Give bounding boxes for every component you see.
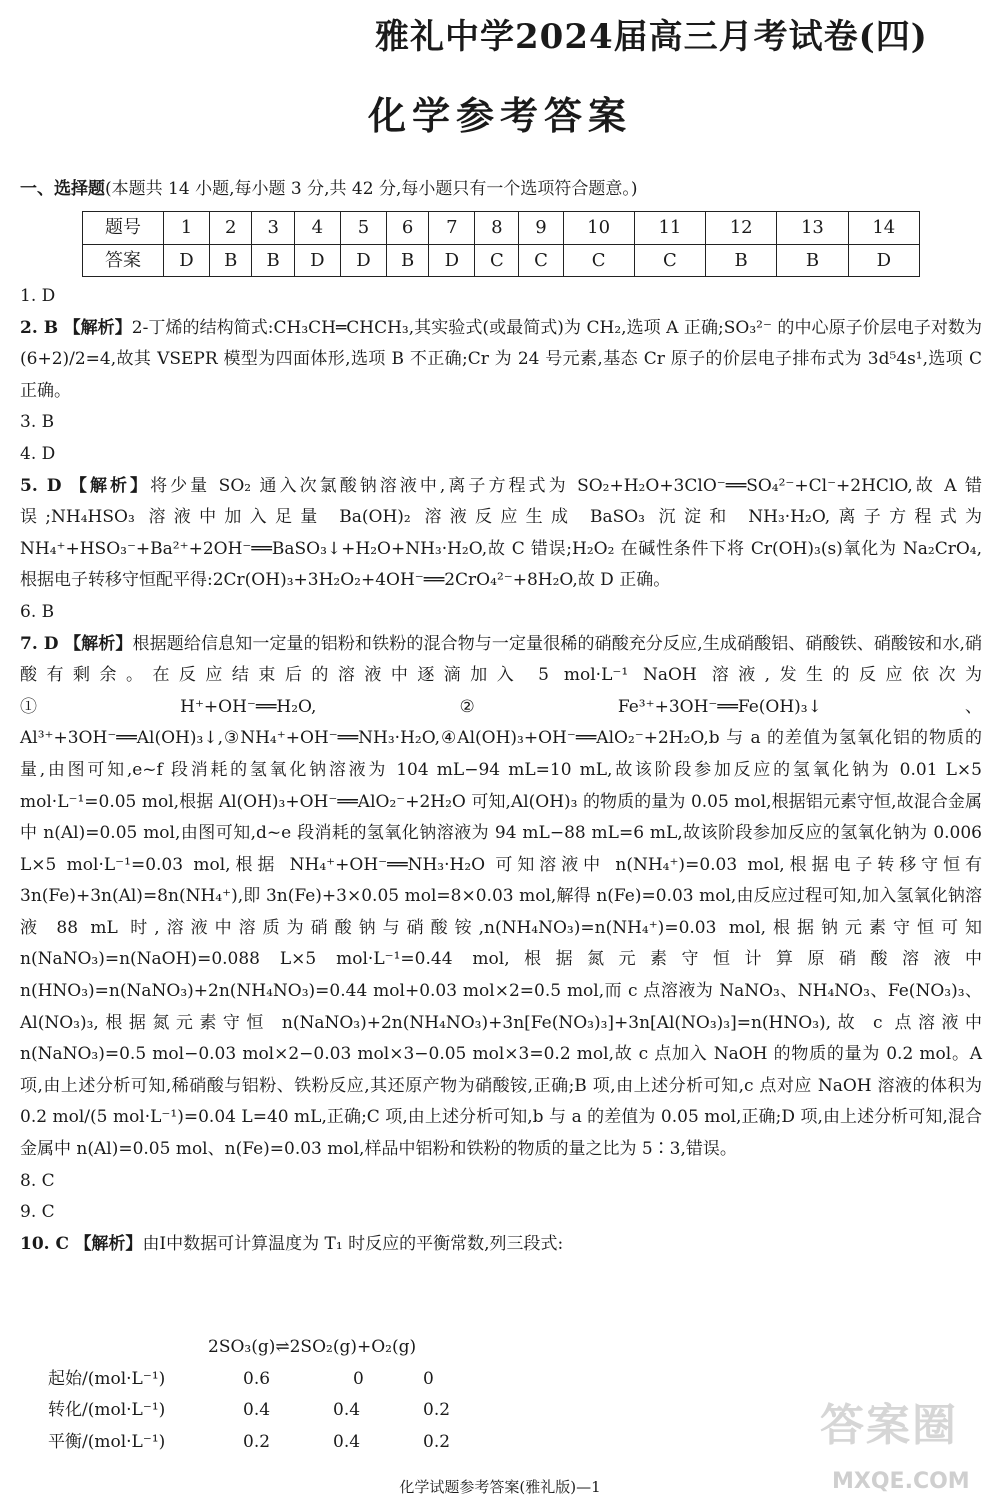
answer-cell: D	[429, 244, 475, 277]
answer-label: 10. C	[20, 1233, 70, 1254]
question-number-cell: 7	[429, 212, 475, 245]
document-title: 化学参考答案	[367, 93, 632, 138]
so3-value: 0.6	[243, 1368, 271, 1389]
answer-item-8: 8. C	[20, 1170, 55, 1191]
question-number-cell: 5	[340, 212, 386, 245]
answer-cell: C	[475, 244, 519, 277]
question-number-cell: 4	[294, 212, 340, 245]
answer-item-7	[20, 629, 982, 1166]
table-header-cell: 答案	[83, 244, 164, 277]
answer-cell: B	[706, 244, 777, 277]
answer-cell: B	[777, 244, 848, 277]
exam-title: 雅礼中学2024届高三月考试卷(四)	[375, 17, 928, 57]
section-heading-label: 一、选择题	[20, 179, 105, 199]
so2-value: 0.4	[333, 1400, 361, 1421]
watermark-url: MXQE.COM	[832, 1469, 970, 1494]
section-heading	[20, 174, 637, 206]
answer-explanations	[20, 281, 982, 1260]
analysis-text: 将少量 SO₂ 通入次氯酸钠溶液中,离子方程式为 SO₂+H₂O+3ClO⁻══SO₄²⁻+Cl⁻+2HClO,故 A 错误;NH₄HSO₃ 溶液中加入足量 Ba(OH)₂ 溶液反应生成 BaSO₃ 沉淀和 NH₃·H₂O,离子方程式为 NH₄⁺+HSO₃⁻+Ba²⁺+2OH⁻══BaSO₃↓+H₂O+NH₃·H₂O,故 C 错误;H₂O₂ 在碱性条件下将 Cr(OH)₃(s)氧化为 Na₂CrO₄,根据电子转移守恒配平得:2Cr(OH)₃+3H₂O₂+4OH⁻══2CrO₄²⁻+8H₂O,故 D 正确。	[20, 475, 982, 591]
answer-cell: D	[848, 244, 919, 277]
question-number-cell: 1	[164, 212, 210, 245]
answer-label: 7. D	[20, 633, 59, 654]
o2-value: 0.2	[423, 1431, 451, 1452]
answer-item-3: 3. B	[20, 412, 55, 433]
o2-value: 0.2	[423, 1400, 451, 1421]
analysis-tag: 【解析】	[64, 633, 133, 654]
question-number-cell: 8	[475, 212, 519, 245]
so2-value: 0.4	[333, 1431, 361, 1452]
question-number-cell: 13	[777, 212, 848, 245]
question-number-cell: 14	[848, 212, 919, 245]
analysis-text: 由Ⅰ中数据可计算温度为 T₁ 时反应的平衡常数,列三段式:	[142, 1233, 564, 1254]
question-number-cell: 9	[519, 212, 563, 245]
answer-table-answer-row	[83, 244, 920, 277]
answer-label: 2. B	[20, 317, 59, 338]
analysis-text: 2-丁烯的结构简式:CH₃CH═CHCH₃,其实验式(或最简式)为 CH₂,选项 A 正确;SO₃²⁻ 的中心原子价层电子对数为(6+2)/2=4,故其 VSEPR 模型为四面体形,选项 B 不正确;Cr 为 24 号元素,基态 Cr 原子的价层电子排布式为 3d⁵4s¹,选项 C 正确。	[20, 317, 983, 401]
analysis-tag: 【解析】	[74, 1233, 143, 1254]
so2-value: 0	[353, 1368, 364, 1389]
row-label: 转化/(mol·L⁻¹)	[48, 1400, 166, 1421]
answer-cell: B	[210, 244, 252, 277]
question-number-cell: 6	[386, 212, 428, 245]
table-header-cell: 题号	[83, 212, 164, 245]
answer-cell: B	[386, 244, 428, 277]
answer-cell: C	[563, 244, 634, 277]
answer-item-10	[20, 1229, 982, 1261]
page-footer: 化学试题参考答案(雅礼版)—1	[399, 1478, 601, 1496]
row-label: 起始/(mol·L⁻¹)	[48, 1368, 166, 1389]
answer-cell: D	[164, 244, 210, 277]
answer-item-5	[20, 471, 982, 597]
watermark-text: 答案圈	[820, 1400, 958, 1451]
answer-cell: C	[519, 244, 563, 277]
answer-cell: C	[634, 244, 705, 277]
answer-label: 5. D	[20, 475, 62, 496]
question-number-cell: 12	[706, 212, 777, 245]
question-number-cell: 10	[563, 212, 634, 245]
question-number-cell: 2	[210, 212, 252, 245]
answer-item-1: 1. D	[20, 286, 56, 306]
reaction-equation: 2SO₃(g)⇌2SO₂(g)+O₂(g)	[208, 1337, 417, 1357]
question-number-cell: 11	[634, 212, 705, 245]
answer-cell: B	[252, 244, 294, 277]
row-label: 平衡/(mol·L⁻¹)	[48, 1431, 166, 1452]
answer-item-4: 4. D	[20, 443, 56, 464]
analysis-text: 根据题给信息知一定量的铝粉和铁粉的混合物与一定量很稀的硝酸充分反应,生成硝酸铝、硝酸铁、硝酸铵和水,硝酸有剩余。在反应结束后的溶液中逐滴加入 5 mol·L⁻¹ NaOH 溶液,发生的反应依次为①H⁺+OH⁻══H₂O,②Fe³⁺+3OH⁻══Fe(OH)₃↓、Al³⁺+3OH⁻══Al(OH)₃↓,③NH₄⁺+OH⁻══NH₃·H₂O,④Al(OH)₃+OH⁻══AlO₂⁻+2H₂O,b 与 a 的差值为氢氧化铝的物质的量,由图可知,e~f 段消耗的氢氧化钠溶液为 104 mL−94 mL=10 mL,故该阶段参加反应的氢氧化钠为 0.01 L×5 mol·L⁻¹=0.05 mol,根据 Al(OH)₃+OH⁻══AlO₂⁻+2H₂O 可知,Al(OH)₃ 的物质的量为 0.05 mol,根据铝元素守恒,故混合金属中 n(Al)=0.05 mol,由图可知,d~e 段消耗的氢氧化钠溶液为 94 mL−88 mL=6 mL,故该阶段参加反应的氢氧化钠为 0.006 L×5 mol·L⁻¹=0.03 mol,根据 NH₄⁺+OH⁻══NH₃·H₂O 可知溶液中 n(NH₄⁺)=0.03 mol,根据电子转移守恒有 3n(Fe)+3n(Al)=8n(NH₄⁺),即 3n(Fe)+3×0.05 mol=8×0.03 mol,解得 n(Fe)=0.03 mol,由反应过程可知,加入氢氧化钠溶液 88 mL 时,溶液中溶质为硝酸钠与硝酸铵,n(NH₄NO₃)=n(NH₄⁺)=0.03 mol,根据钠元素守恒可知 n(NaNO₃)=n(NaOH)=0.088 L×5 mol·L⁻¹=0.44 mol,根据氮元素守恒计算原硝酸溶液中 n(HNO₃)=n(NaNO₃)+2n(NH₄NO₃)=0.44 mol+0.03 mol×2=0.5 mol,而 c 点溶液为 NaNO₃、NH₄NO₃、Fe(NO₃)₃、Al(NO₃)₃,根据氮元素守恒 n(NaNO₃)+2n(NH₄NO₃)+3n[Fe(NO₃)₃]+3n[Al(NO₃)₃]=n(HNO₃),故 c 点溶液中 n(NaNO₃)=0.5 mol−0.03 mol×2−0.03 mol×3−0.05 mol×3=0.2 mol,故 c 点加入 NaOH 的物质的量为 0.2 mol。A 项,由上述分析可知,稀硝酸与铝粉、铁粉反应,其还原产物为硝酸铵,正确;B 项,由上述分析可知,c 点对应 NaOH 溶液的体积为 0.2 mol/(5 mol·L⁻¹)=0.04 L=40 mL,正确;C 项,由上述分析可知,b 与 a 的差值为 0.05 mol,正确;D 项,由上述分析可知,混合金属中 n(Al)=0.05 mol、n(Fe)=0.03 mol,样品中铝粉和铁粉的物质的量之比为 5∶3,错误。	[20, 633, 983, 1160]
answer-item-6: 6. B	[20, 601, 55, 622]
o2-value: 0	[423, 1368, 434, 1389]
answer-table-number-row	[83, 212, 920, 245]
answer-item-9: 9. C	[20, 1202, 55, 1223]
so3-value: 0.2	[243, 1431, 271, 1452]
section-heading-note: (本题共 14 小题,每小题 3 分,共 42 分,每小题只有一个选项符合题意。)	[105, 179, 638, 199]
analysis-tag: 【解析】	[69, 475, 151, 496]
answer-item-2	[20, 313, 982, 408]
question-number-cell: 3	[252, 212, 294, 245]
so3-value: 0.4	[243, 1400, 271, 1421]
answer-table	[82, 211, 920, 277]
answer-cell: D	[340, 244, 386, 277]
analysis-tag: 【解析】	[63, 317, 132, 338]
answer-cell: D	[294, 244, 340, 277]
